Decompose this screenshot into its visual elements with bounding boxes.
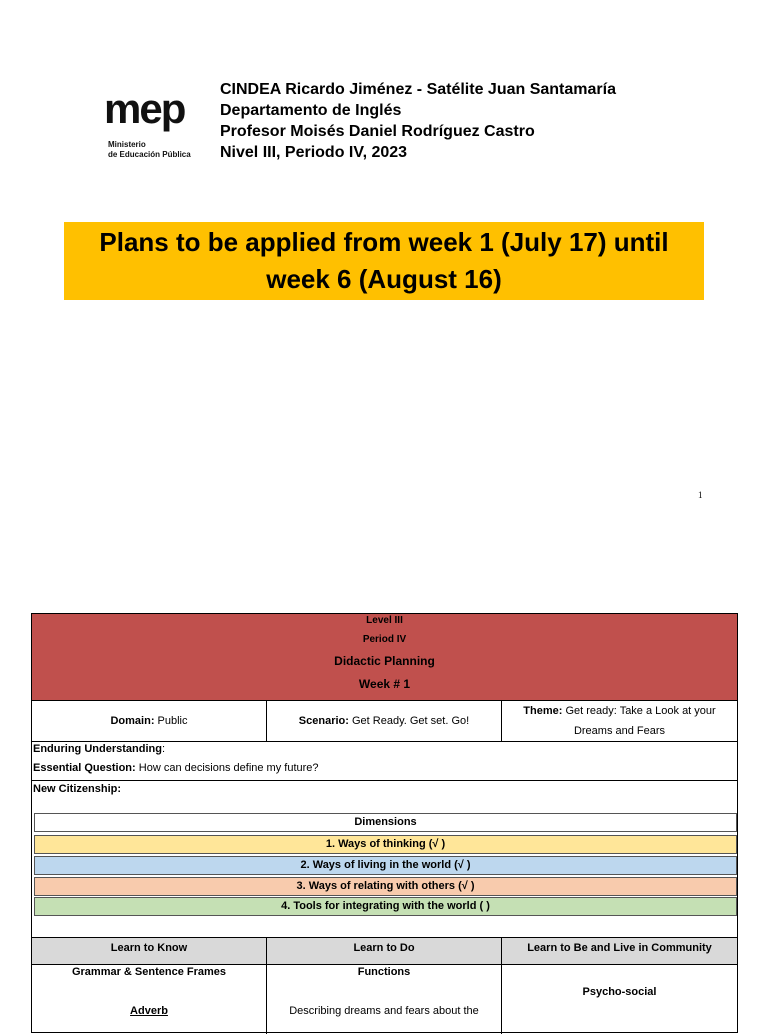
- mep-logo: [104, 85, 216, 168]
- grammar-item-adverb: Adverb: [130, 1005, 168, 1017]
- logo-wordmark: mep: [104, 85, 185, 132]
- planning-header: [32, 614, 737, 700]
- header-level-period: Nivel III, Periodo IV, 2023: [220, 144, 408, 161]
- dimensions-title: Dimensions: [34, 813, 737, 832]
- theme-label: Theme:: [523, 705, 563, 717]
- header-teacher: Profesor Moisés Daniel Rodríguez Castro: [220, 123, 535, 140]
- dimension-tools-for-integrating: 4. Tools for integrating with the world ( ): [34, 897, 737, 916]
- dimension-ways-of-living: 2. Ways of living in the world (√ ): [34, 856, 737, 875]
- scenario-value: Get Ready. Get set. Go!: [348, 715, 470, 727]
- dimension-ways-of-relating: 3. Ways of relating with others (√ ): [34, 877, 737, 896]
- theme-value: Get ready: Take a Look at your Dreams and Fears: [562, 705, 716, 737]
- logo-subtitle-line-1: Ministerio: [108, 140, 146, 149]
- enduring-value: :: [161, 743, 166, 755]
- theme-cell: [502, 701, 737, 741]
- didactic-planning-table: [31, 613, 738, 1033]
- banner-text: Plans to be applied from week 1 (July 17) until week 6 (August 16): [99, 227, 669, 294]
- planning-title: Didactic Planning: [334, 654, 435, 668]
- enduring-label: Enduring Understanding: [33, 743, 162, 755]
- grammar-heading: Grammar & Sentence Frames: [71, 966, 227, 978]
- page-number: 1: [698, 490, 703, 500]
- dimension-ways-of-thinking: 1. Ways of thinking (√ ): [34, 835, 737, 854]
- essential-value: How can decisions define my future?: [135, 762, 319, 774]
- essential-label: Essential Question:: [33, 762, 136, 774]
- plan-dates-banner: [64, 222, 704, 300]
- essential-question: [33, 760, 733, 780]
- header-department: Departamento de Inglés: [220, 102, 402, 119]
- enduring-understanding: [33, 742, 733, 762]
- planning-period: Period IV: [362, 634, 407, 645]
- column-learn-to-know: Learn to Know: [32, 938, 266, 964]
- scenario-cell: [267, 701, 501, 741]
- column-learn-to-be: Learn to Be and Live in Community: [502, 938, 737, 964]
- column-learn-to-do: Learn to Do: [267, 938, 501, 964]
- planning-level: Level III: [366, 615, 403, 626]
- institution-header: [220, 79, 740, 163]
- functions-item: Describing dreams and fears about the: [289, 1005, 479, 1017]
- new-citizenship: New Citizenship:: [33, 783, 122, 795]
- planning-week: Week # 1: [358, 677, 411, 691]
- psycho-social-heading: Psycho-social: [582, 986, 657, 998]
- domain-label: Domain:: [110, 715, 155, 727]
- domain-value: Public: [154, 715, 188, 727]
- header-school: CINDEA Ricardo Jiménez - Satélite Juan Santamaría: [220, 81, 616, 98]
- domain-cell: [32, 701, 266, 741]
- logo-subtitle-line-2: de Educación Pública: [108, 150, 191, 159]
- scenario-label: Scenario:: [298, 715, 349, 727]
- functions-heading: Functions: [357, 966, 411, 978]
